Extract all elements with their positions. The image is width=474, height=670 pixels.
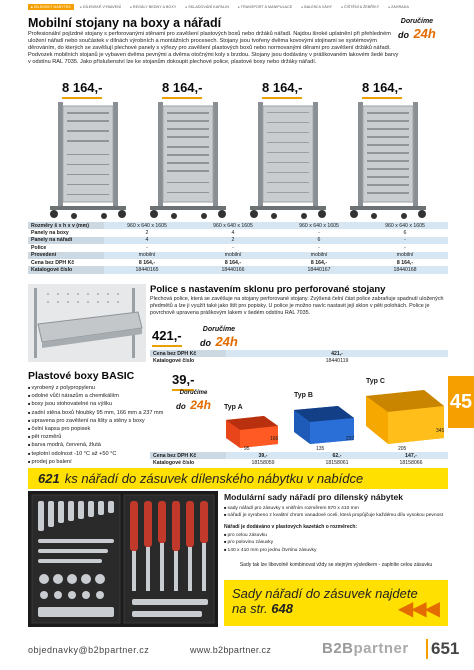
- boxes-price-tag: 39,-: [172, 372, 194, 391]
- table-row: [28, 244, 448, 251]
- bin-b-depth: 237: [346, 436, 355, 442]
- list-item: ■ pro celou zásuvku: [224, 532, 448, 539]
- table-cell: 8 164,-: [224, 259, 242, 266]
- table-cell: 147,-: [374, 452, 448, 459]
- table-row: [28, 252, 448, 259]
- table-cell: 39,-: [226, 452, 300, 459]
- table-row: [28, 237, 448, 244]
- table-cell: 18440166: [190, 266, 276, 273]
- table-cell: 18158061: [325, 460, 349, 467]
- nav-item-transport[interactable]: ■ TRANSPORT A MANIPULACE: [235, 4, 295, 10]
- list-item: ■ 140 x 410 mm pro jednu čtvrtinu zásuvky: [224, 547, 448, 554]
- table-cell: 18440119: [325, 358, 349, 365]
- table-cell: 960 x 640 x 1605: [104, 222, 190, 229]
- table-cell: Cena bez DPH Kč: [150, 452, 226, 459]
- table-cell: -: [318, 230, 320, 237]
- nav-item-cisteni[interactable]: ■ ČIŠTĚNÍ A ŽEBŘÍKY: [338, 4, 382, 10]
- footer-web-link[interactable]: www.b2bpartner.cz: [190, 645, 272, 655]
- nav-item-kapaliny[interactable]: ■ SKLADOVÁNÍ KAPALIN: [182, 4, 232, 10]
- promo-page-number: 648: [271, 601, 293, 616]
- list-item: ■ odolné vůči nárazům a chemikáliím: [28, 392, 174, 400]
- bin-type-a-label: Typ A: [224, 404, 243, 411]
- table-row: [28, 222, 448, 229]
- table-cell: -: [232, 244, 234, 251]
- table-cell: Cena bez DPH Kč: [150, 350, 226, 357]
- table-row: [28, 259, 448, 266]
- table-cell: Katalogové číslo: [153, 358, 195, 365]
- delivery-badge-do: do: [398, 30, 409, 40]
- table-cell: 960 x 640 x 1605: [276, 222, 362, 229]
- delivery-badge: [398, 18, 436, 43]
- delivery-badge-time: 24h: [190, 398, 211, 412]
- table-cell: -: [318, 244, 320, 251]
- bin-a-width: 95: [244, 446, 250, 452]
- table-cell: Cena bez DPH Kč: [31, 259, 75, 266]
- mobile-stand-image-4: [344, 100, 432, 220]
- bin-type-c-image: [362, 384, 448, 446]
- table-cell: 2: [145, 230, 149, 237]
- table-cell: 18440167: [276, 266, 362, 273]
- price-tag-4: 8 164,-: [362, 80, 402, 99]
- table-cell: mobilní: [362, 252, 448, 259]
- section-title-modular-sets: Modulární sady nářadí pro dílenský nábytek: [224, 492, 404, 502]
- top-nav: [0, 0, 474, 14]
- nav-item-zahrada[interactable]: ■ ZAHRADA: [385, 4, 412, 10]
- cassette-sizes-list: [224, 532, 448, 554]
- combination-note: Sady tak lze libovolně kombinovat vždy se stejným výsledkem - zaplníte celou zásuvku: [239, 562, 433, 568]
- list-item: ■ vyrobený z polypropylenu: [28, 384, 174, 392]
- table-cell: mobilní: [190, 252, 276, 259]
- list-item: ■ boxy jsou stohovatelné na výšku: [28, 400, 174, 408]
- table-cell: 8 164,-: [310, 259, 328, 266]
- bin-type-c-label: Typ C: [366, 378, 385, 385]
- spec-table-stands: [28, 222, 448, 274]
- list-item: ■ prodej po balení: [28, 458, 174, 466]
- b2bpartner-logo: [322, 640, 409, 657]
- table-cell: Provedení: [28, 252, 104, 259]
- bin-type-b-label: Typ B: [294, 392, 313, 399]
- mobile-stand-image-1: [44, 100, 132, 220]
- table-cell: -: [404, 244, 406, 251]
- table-cell: 18158066: [399, 460, 423, 467]
- table-cell: Police: [31, 244, 47, 251]
- mobile-stand-image-2: [144, 100, 232, 220]
- list-item: ■ barva modrá, červená, žlutá: [28, 441, 174, 449]
- cassette-sizes-heading: Nářadí je dodáváno v plastových kazetách o rozměrech:: [224, 524, 358, 530]
- delivery-badge-label: Doručíme: [400, 18, 434, 25]
- table-cell: 8 164,-: [138, 259, 156, 266]
- table-cell: 4: [231, 230, 235, 237]
- delivery-badge-time: 24h: [215, 334, 238, 349]
- section-title-mobile-stands: Mobilní stojany na boxy a nářadí: [28, 16, 222, 30]
- nav-item-dilenske-vybaveni[interactable]: ■ DÍLENSKÉ VYBAVENÍ: [77, 4, 124, 10]
- table-cell: Katalogové číslo: [28, 266, 104, 273]
- modular-sets-features: [224, 505, 448, 520]
- table-cell: 4: [104, 237, 190, 244]
- price-tag-3: 8 164,-: [262, 80, 302, 99]
- table-cell: Rozměry š x h x v (mm): [28, 222, 104, 229]
- table-cell: -: [362, 237, 448, 244]
- table-cell: mobilní: [104, 252, 190, 259]
- shelf-image: [28, 284, 146, 362]
- chapter-tab[interactable]: 45: [448, 376, 474, 428]
- bin-type-a-image: [220, 412, 282, 450]
- table-cell: 960 x 640 x 1605: [362, 222, 448, 229]
- nav-item-baleni[interactable]: ■ BALENÍ A VÁHY: [298, 4, 335, 10]
- shelf-price-tag: 421,-: [152, 328, 182, 347]
- delivery-badge-time: 24h: [413, 26, 436, 41]
- list-item: ■ čelní kapsa pro popisek: [28, 425, 174, 433]
- table-cell: Panely na boxy: [31, 230, 69, 237]
- list-item: ■ pět rozměrů: [28, 433, 174, 441]
- table-cell: mobilní: [276, 252, 362, 259]
- table-cell: Panely na nářadí: [28, 237, 104, 244]
- delivery-badge-label: Doručíme: [202, 326, 236, 333]
- shelf-delivery-badge: [200, 326, 238, 351]
- table-cell: 8 164,-: [396, 259, 414, 266]
- boxes-delivery-badge: [176, 390, 211, 414]
- list-item: ■ nářadí je vyrobeno z kvalitní chrom vanadové oceli, která propůjčuje každému dílu vysokou pevnost: [224, 512, 448, 519]
- section-description: Profesionální pojízdné stojany s perforovanými stěnami pro zavěšení plastových boxů nebo držáků nářadí. Najdou široké uplatnění při přehledném uložení nářadí nebo součástek v dílnách výrobních a montážních procesech. Stojany jsou tvořeny dvěma kovovými stojinami se systémovým děrováním, do kterých se zavěšují plechové panely s výřezy pro zavěšení plastových boxů nebo normovanými děrami pro zavěšení držáků nářadí. Podvozek mobilních stojanů je vybaven dvěma pevnými a dvěma otočnými koly s brzdou. Stojany jsou dodávány v práškovaném lakovém šedé barvy v odstínu RAL 7035. Jako příslušenství lze ke stojanům dokoupit plechové police, plastové boxy nebo držáky nářadí.: [28, 31, 399, 66]
- bin-a-depth: 166: [270, 436, 279, 442]
- delivery-badge-do: do: [176, 402, 186, 411]
- spec-table-shelf: [150, 350, 448, 365]
- table-cell: 2: [190, 237, 276, 244]
- section-title-plastic-boxes: Plastové boxy BASIC: [28, 370, 135, 382]
- tools-count-banner: [28, 468, 448, 489]
- table-row: [28, 229, 448, 236]
- price-tag-1: 8 164,-: [62, 80, 102, 99]
- section-title-shelf: Police s nastavením sklonu pro perforované stojany: [150, 284, 386, 295]
- table-cell: 18440165: [104, 266, 190, 273]
- nav-item-regaly[interactable]: ■ REGÁLY BEDNY A BOXY: [127, 4, 179, 10]
- logo-partner: partner: [353, 640, 409, 657]
- arrow-left-icon: ◀◀◀: [397, 598, 438, 620]
- table-cell: 6: [276, 237, 362, 244]
- table-cell: -: [146, 244, 148, 251]
- delivery-badge-do: do: [200, 338, 211, 348]
- banner-text: ks nářadí do zásuvek dílenského nábytku v nabídce: [64, 471, 364, 486]
- table-row: [28, 266, 448, 273]
- list-item: ■ teplotní odolnost -10 °C až +50 °C: [28, 450, 174, 458]
- bin-b-width: 135: [316, 446, 325, 452]
- table-row: [150, 357, 448, 364]
- list-item: ■ upravena pro zavěšení na lišty a stěny s boxy: [28, 417, 174, 425]
- mobile-stand-image-3: [244, 100, 332, 220]
- page-number: 651: [426, 639, 459, 659]
- logo-b2b: B2B: [322, 640, 354, 657]
- shelf-description: Plechová police, která se zavěšuje na stojany perforované stojany. Zvýšená čelní část police zabraňuje spadnutí uložených předmětů a lze ji využít také jako štít pro popisky. U police je možno navíc nastavit její sklon v pěti polohách. Police je povrchově upravena práškovým lakem v šedém odstínu RAL 7035.: [150, 296, 444, 316]
- table-cell: 6: [403, 230, 407, 237]
- table-row: [150, 452, 448, 459]
- promo-line2: na str.: [232, 601, 268, 616]
- table-cell: 18440168: [362, 266, 448, 273]
- promo-line1: Sady nářadí do zásuvek najdete: [232, 586, 418, 601]
- footer-email-link[interactable]: objednavky@b2bpartner.cz: [28, 645, 150, 655]
- price-tag-2: 8 164,-: [162, 80, 202, 99]
- table-cell: 421,-: [226, 350, 448, 357]
- bin-c-width: 205: [398, 446, 407, 452]
- table-cell: 62,-: [300, 452, 374, 459]
- delivery-badge-label: Doručíme: [179, 390, 208, 396]
- tool-drawer-image: [28, 491, 218, 627]
- banner-count: 621: [38, 471, 60, 486]
- table-row: [150, 350, 448, 357]
- page-footer: [0, 636, 474, 670]
- bin-c-depth: 345: [436, 428, 445, 434]
- list-item: ■ pro polovinu zásuvky: [224, 539, 448, 546]
- spec-table-boxes: [150, 452, 448, 467]
- see-page-promo[interactable]: [224, 580, 448, 626]
- table-row: [150, 459, 448, 466]
- list-item: ■ zadní stěna boxů hloubky 95 mm, 166 mm a 237 mm: [28, 409, 174, 417]
- table-cell: 960 x 640 x 1605: [190, 222, 276, 229]
- list-item: ■ sady nářadí pro zásuvky s vnitřním rozměrem 570 x 410 mm: [224, 505, 448, 512]
- nav-item-dilensky-nabytek[interactable]: ■ DÍLENSKÝ NÁBYTEK: [28, 4, 74, 10]
- table-cell: 18158059: [251, 460, 275, 467]
- table-cell: Katalogové číslo: [153, 460, 195, 467]
